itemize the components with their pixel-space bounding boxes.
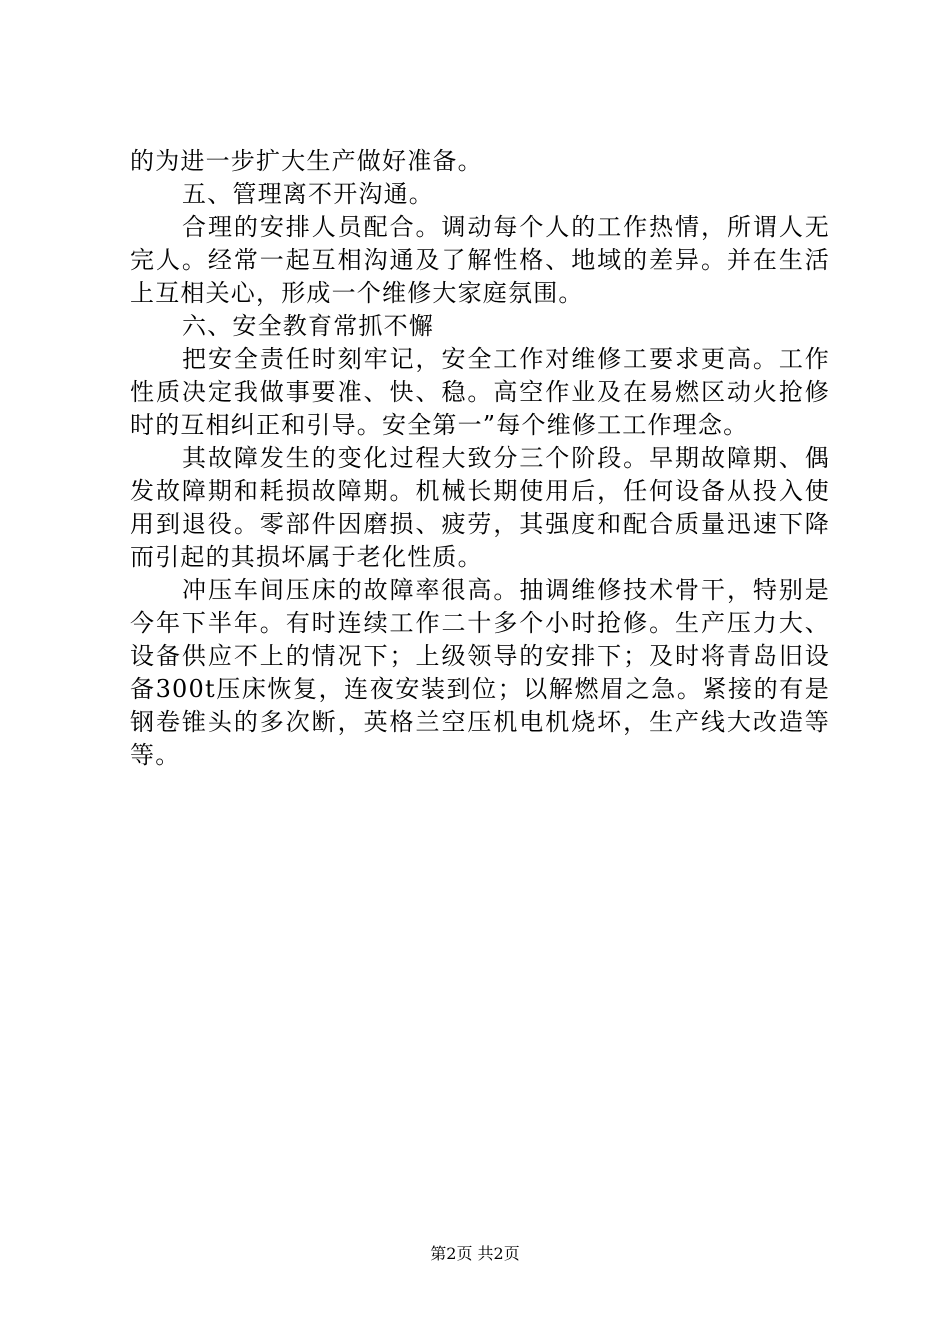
section-heading-communication: 五、管理离不开沟通。 xyxy=(182,180,434,208)
paragraph-safety-responsibility: 把安全责任时刻牢记，安全工作对维修工要求更高。工作性质决定我做事要准、快、稳。高空作业及在易燃区动火抢修时的互相纠正和引导。安全第一”每个维修工工作理念。 xyxy=(130,345,830,439)
paragraph-staff-coordination: 合理的安排人员配合。调动每个人的工作热情，所谓人无完人。经常一起互相沟通及了解性格、地域的差异。并在生活上互相关心，形成一个维修大家庭氛围。 xyxy=(130,213,830,307)
paragraph-press-repairs: 冲压车间压床的故障率很高。抽调维修技术骨干，特别是今年下半年。有时连续工作二十多个小时抢修。生产压力大、设备供应不上的情况下；上级领导的安排下；及时将青岛旧设备300t压床恢复，连夜安装到位；以解燃眉之急。紧接的有是钢卷锥头的多次断，英格兰空压机电机烧坏，生产线大改造等等。 xyxy=(130,576,830,769)
section-heading-safety-education: 六、安全教育常抓不懈 xyxy=(182,312,434,340)
page-number-footer: 第2页 共2页 xyxy=(430,1244,520,1263)
document-body xyxy=(130,145,830,772)
paragraph-failure-stages: 其故障发生的变化过程大致分三个阶段。早期故障期、偶发故障期和耗损故障期。机械长期使用后，任何设备从投入使用到退役。零部件因磨损、疲劳，其强度和配合质量迅速下降而引起的其损坏属于老化性质。 xyxy=(130,444,830,571)
paragraph-continuation: 的为进一步扩大生产做好准备。 xyxy=(130,147,483,175)
